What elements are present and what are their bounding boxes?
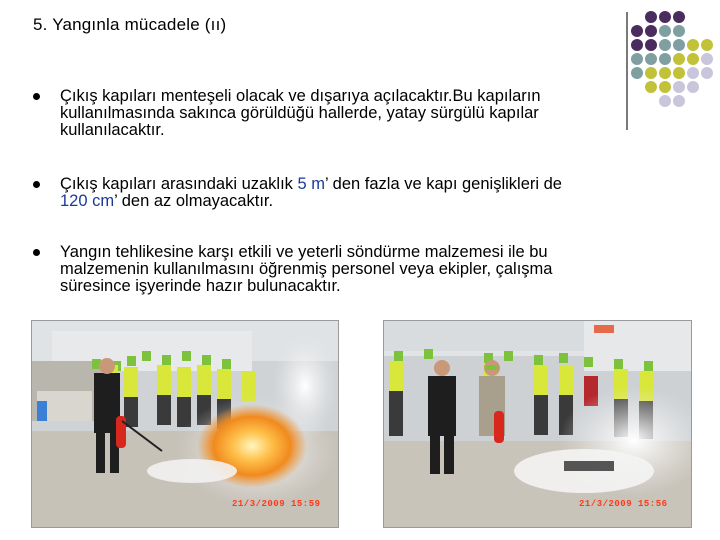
slide-title: 5. Yangınla mücadele (ıı) [33,15,227,34]
bullet-line: Yangın tehlikesine karşı etkili ve yeterli söndürme malzemesi ile bu [60,243,548,261]
decor-dot [659,67,671,79]
fire-drill-photo-left [31,320,339,528]
decor-dot [673,11,685,23]
decor-dot [687,81,699,93]
highlight-value: 120 cm [60,192,115,210]
bullet-text [60,88,680,139]
bullet-line: kullanılmasında sakınca görüldüğü hallerde, yatay sürgülü kapılar [60,104,539,122]
photo-illustration [32,321,338,527]
decor-dot [631,39,643,51]
decor-dot [631,53,643,65]
bullet-marker [33,181,40,188]
decor-dot [673,25,685,37]
decor-dot [659,39,671,51]
decor-dot [701,67,713,79]
bullet-line: süresince işyerinde hazır bulunacaktır. [60,277,341,295]
decor-dot [659,25,671,37]
bullet-marker [33,249,40,256]
bullet-line: Çıkış kapıları menteşeli olacak ve dışarıya açılacaktır.Bu kapıların [60,87,541,105]
decor-dot [659,11,671,23]
fire-drill-photo-right [383,320,692,528]
photo-timestamp: 21/3/2009 15:59 [232,499,321,509]
decor-dot [631,25,643,37]
decor-dot [645,25,657,37]
decor-dot [673,67,685,79]
decor-dot [645,39,657,51]
decor-dot [673,39,685,51]
decor-dot [687,67,699,79]
decor-dot [687,39,699,51]
photo-timestamp: 21/3/2009 15:56 [579,499,668,509]
decor-dot [631,67,643,79]
bullet-line: kullanılacaktır. [60,121,165,139]
bullet-line: 120 cm’ den az olmayacaktır. [60,192,274,210]
bullet-text [60,176,680,210]
bullet-line: Çıkış kapıları arasındaki uzaklık 5 m’ den fazla ve kapı genişlikleri de [60,175,562,193]
decor-dot [659,53,671,65]
decor-dot [645,67,657,79]
decor-dot [645,11,657,23]
photo-illustration [384,321,691,527]
decor-dot [645,53,657,65]
decor-dot [701,53,713,65]
bullet-marker [33,93,40,100]
decor-dot [701,39,713,51]
decor-dot [673,53,685,65]
decor-dot [687,53,699,65]
highlight-value: 5 m [297,175,326,193]
bullet-line: malzemenin kullanılmasını öğrenmiş personel veya ekipler, çalışma [60,260,553,278]
bullet-text [60,244,680,295]
